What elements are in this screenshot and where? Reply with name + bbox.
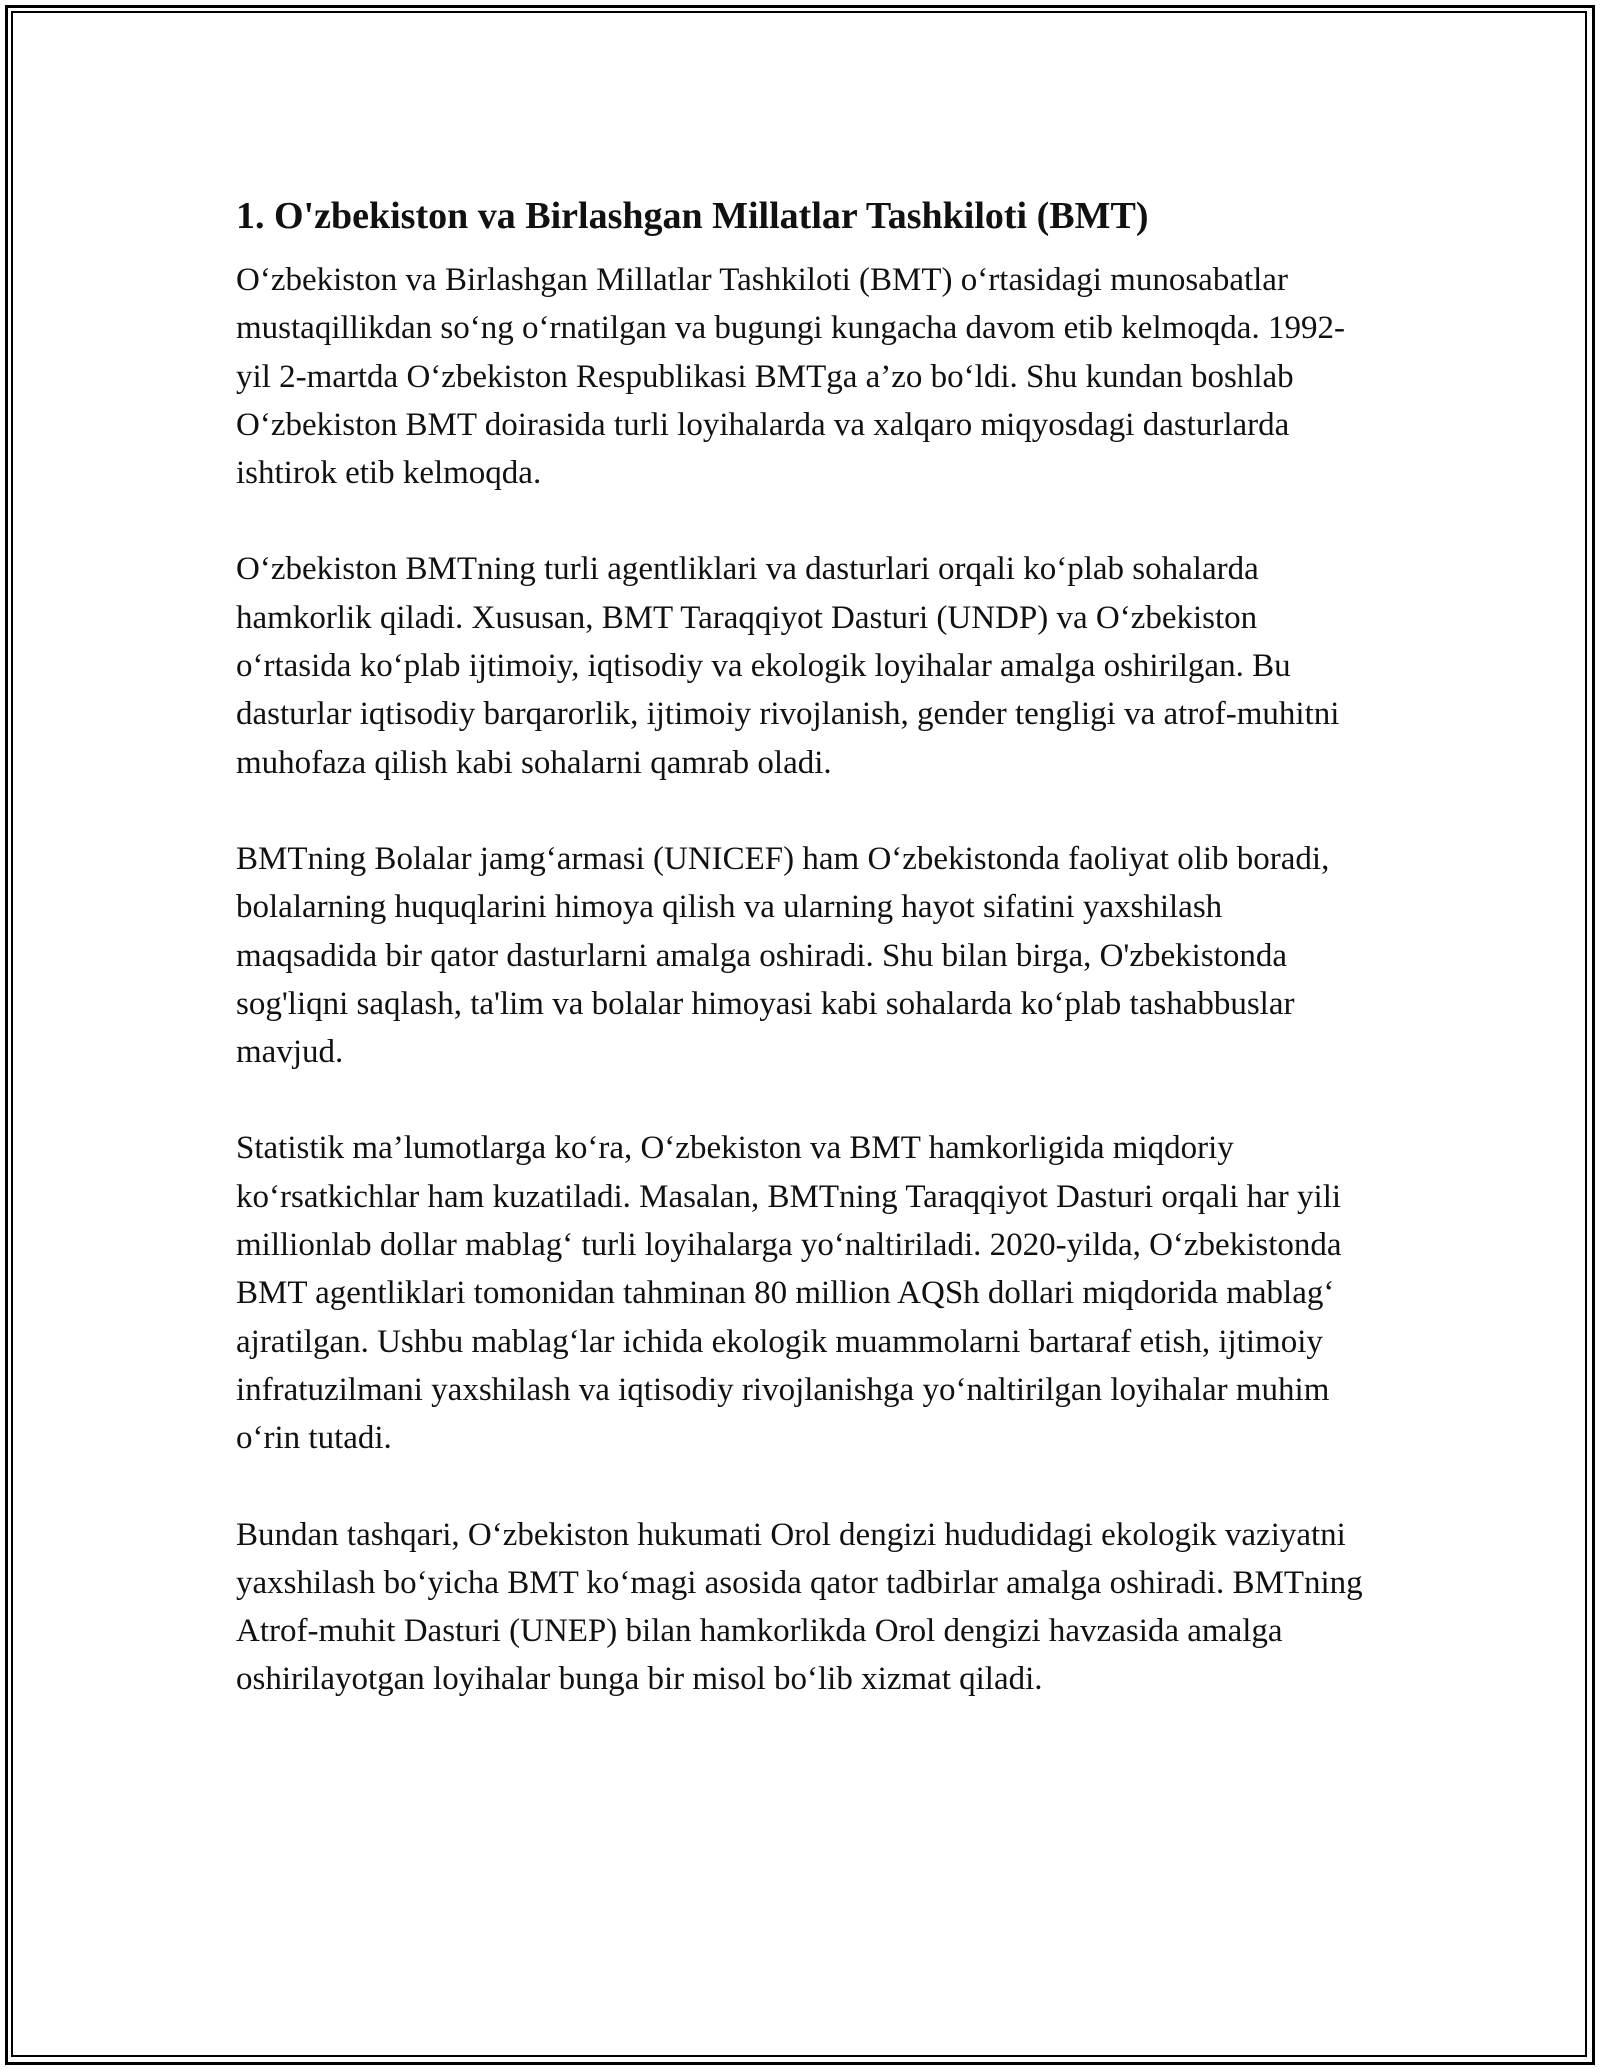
paragraph-2: O‘zbekiston BMTning turli agentliklari va dasturlari orqali ko‘plab sohalarda hamkorlik qiladi. Xususan, BMT Taraqqiyot Dasturi (UNDP) va O‘zbekiston o‘rtasida ko‘plab ijtimoiy, iqtisodiy va ekologik loyihalar amalga oshirilgan. Bu dasturlar iqtisodiy barqarorlik, ijtimoiy rivojlanish, gender tengligi va atrof-muhitni muhofaza qilish kabi sohalarni qamrab oladi. <box>236 551 1340 781</box>
section-title: 1. O'zbekiston va Birlashgan Millatlar Tashkiloti (BMT) <box>236 195 1149 237</box>
paragraph-1: O‘zbekiston va Birlashgan Millatlar Tashkiloti (BMT) o‘rtasidagi munosabatlar mustaqillikdan so‘ng o‘rnatilgan va bugungi kungacha davom etib kelmoqda. 1992-yil 2-martda O‘zbekiston Respublikasi BMTga a’zo bo‘ldi. Shu kundan boshlab O‘zbekiston BMT doirasida turli loyihalarda va xalqaro miqyosdagi dasturlarda ishtirok etib kelmoqda. <box>236 262 1345 492</box>
paragraph-3: BMTning Bolalar jamg‘armasi (UNICEF) ham O‘zbekistonda faoliyat olib boradi, bolalarning huquqlarini himoya qilish va ularning hayot sifatini yaxshilash maqsadida bir qator dasturlarni amalga oshiradi. Shu bilan birga, O'zbekistonda sog'liqni saqlash, ta'lim va bolalar himoyasi kabi sohalarda ko‘plab tashabbuslar mavjud. <box>236 840 1330 1071</box>
document-body <box>236 188 1366 1752</box>
paragraph-5: Bundan tashqari, O‘zbekiston hukumati Orol dengizi hududidagi ekologik vaziyatni yaxshilash bo‘yicha BMT ko‘magi asosida qator tadbirlar amalga oshiradi. BMTning Atrof-muhit Dasturi (UNEP) bilan hamkorlikda Orol dengizi havzasida amalga oshirilayotgan loyihalar bunga bir misol bo‘lib xizmat qiladi. <box>236 1516 1363 1698</box>
paragraph-4: Statistik ma’lumotlarga ko‘ra, O‘zbekiston va BMT hamkorligida miqdoriy ko‘rsatkichlar ham kuzatiladi. Masalan, BMTning Taraqqiyot Dasturi orqali har yili millionlab dollar mablag‘ turli loyihalarga yo‘naltiriladi. 2020-yilda, O‘zbekistonda BMT agentliklari tomonidan tahminan 80 million AQSh dollari miqdorida mablag‘ ajratilgan. Ushbu mablag‘lar ichida ekologik muammolarni bartaraf etish, ijtimoiy infratuzilmani yaxshilash va iqtisodiy rivojlanishga yo‘naltirilgan loyihalar muhim o‘rin tutadi. <box>236 1130 1342 1457</box>
